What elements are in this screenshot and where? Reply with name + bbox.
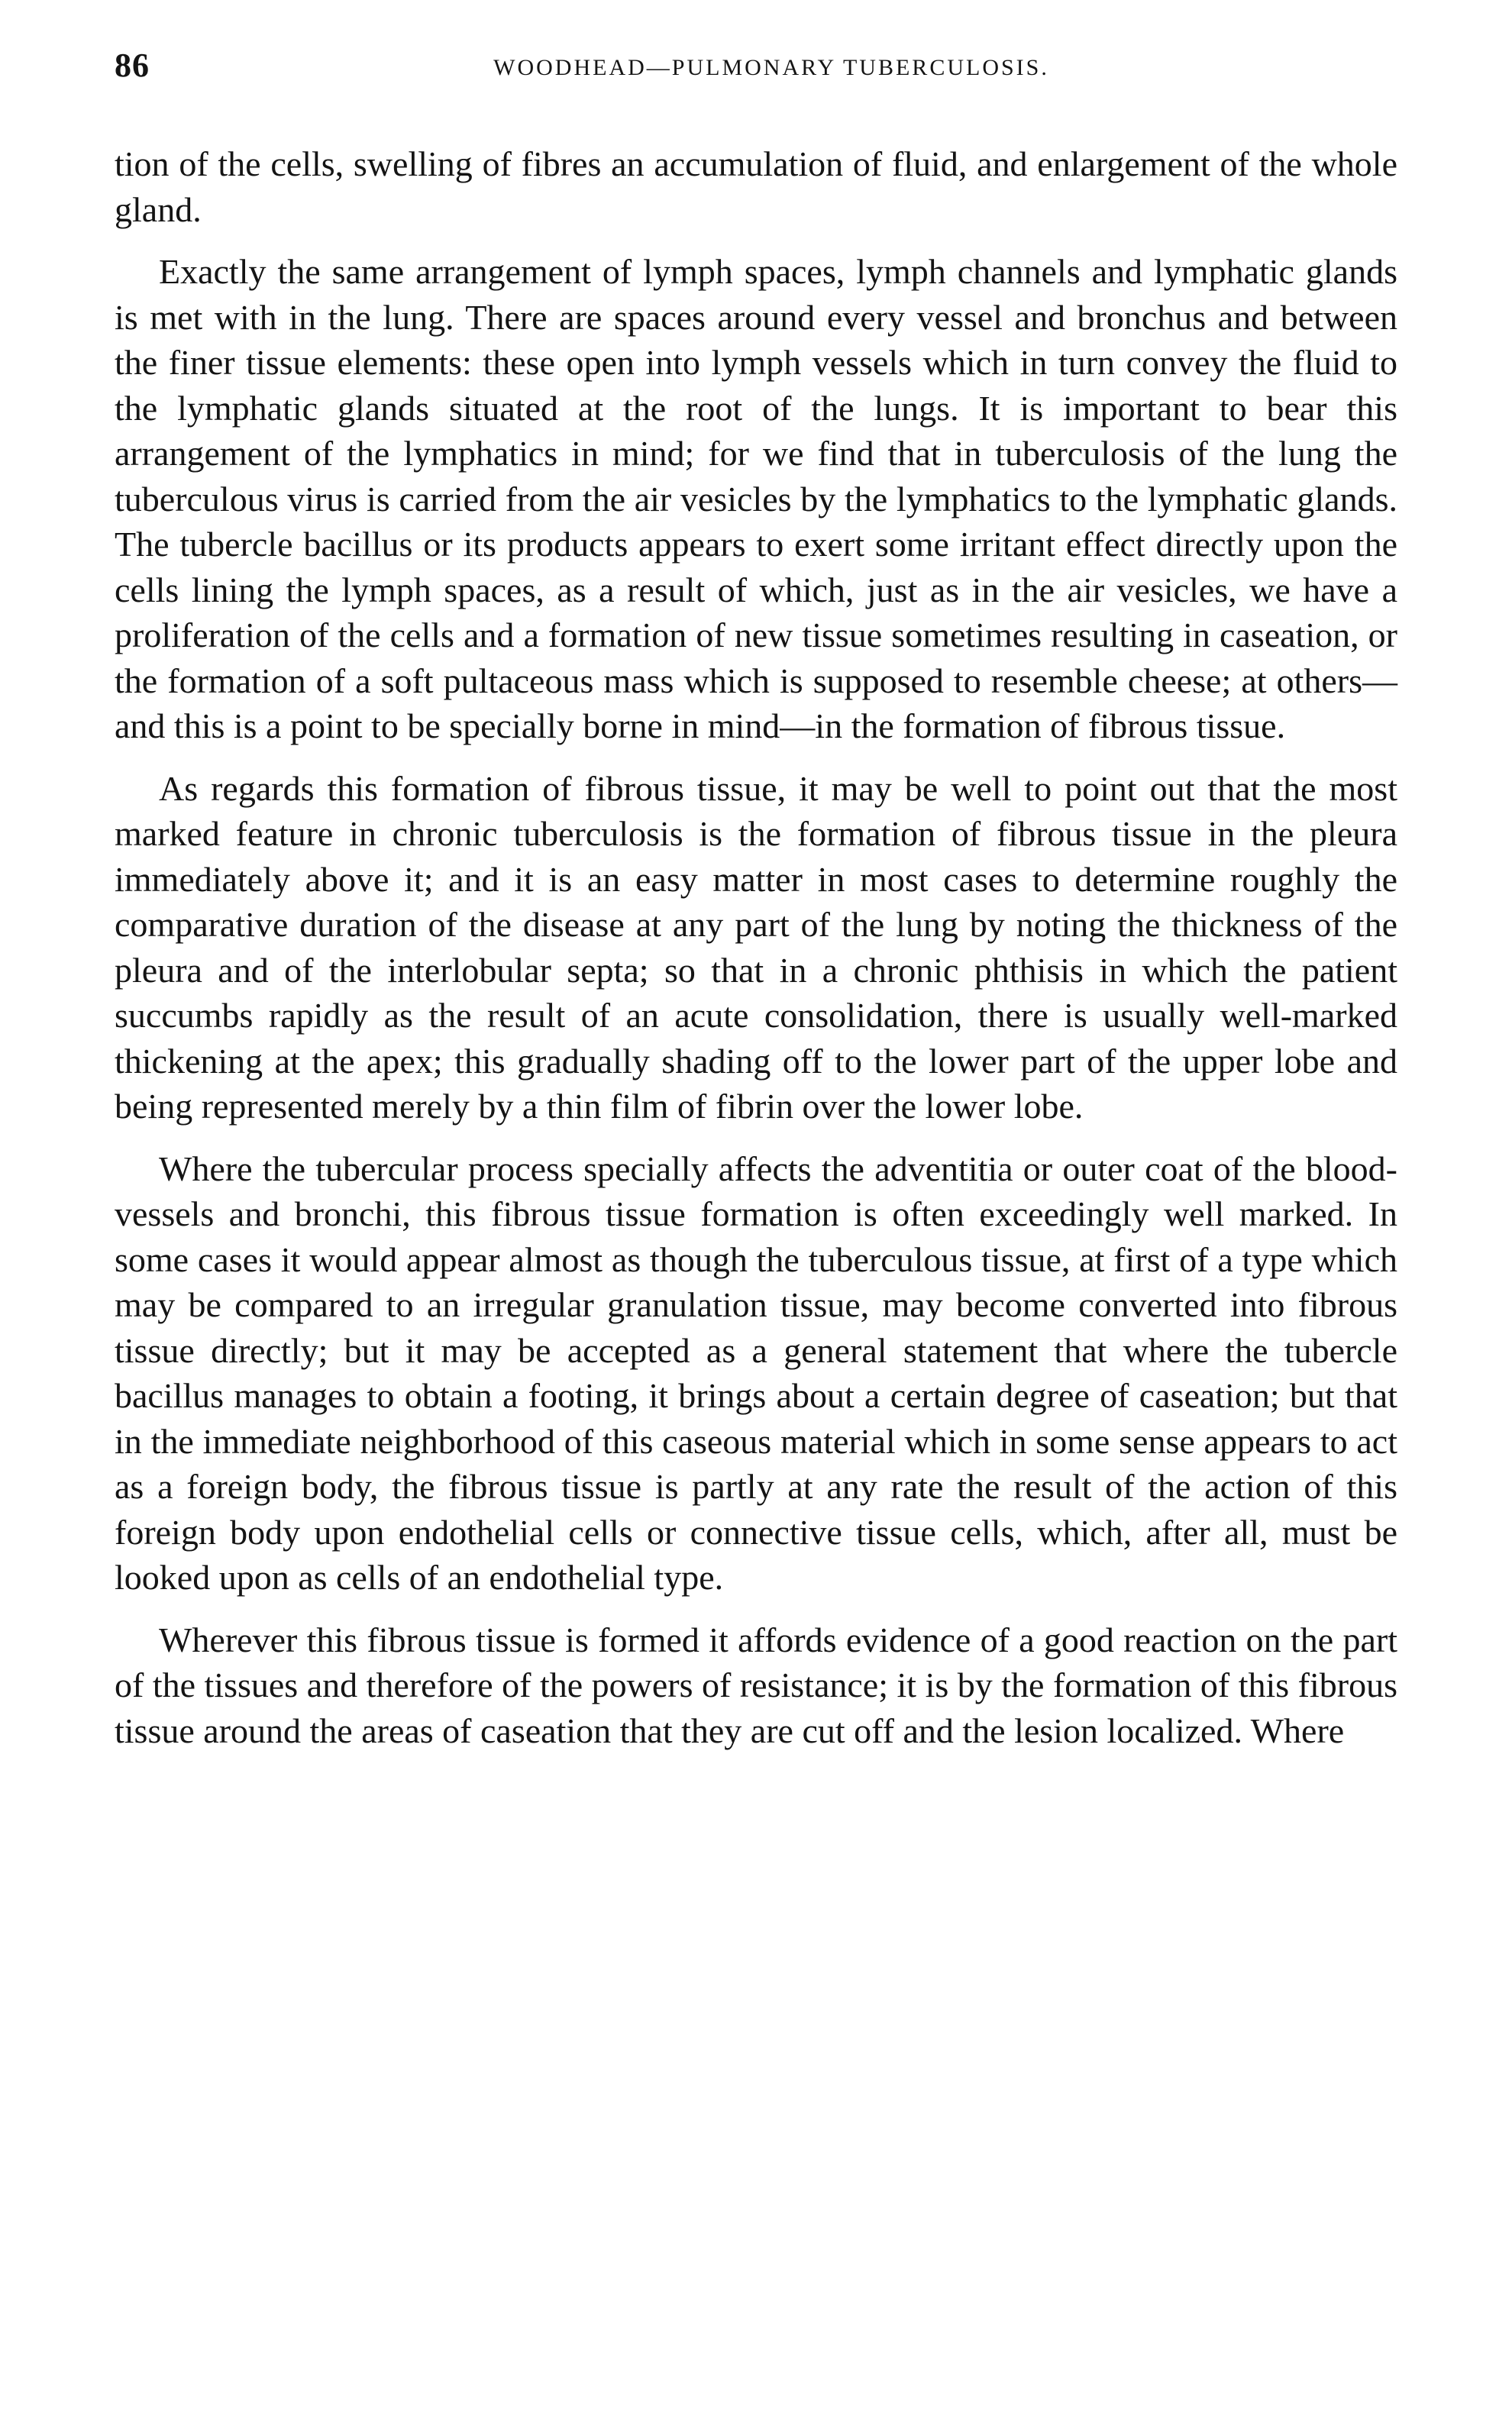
paragraph-continuation: tion of the cells, swelling of fibres an accumulation of fluid, and enlargement of the whole gland.	[115, 144, 1397, 229]
paragraph-adventitia: Where the tubercular process specially affects the adventitia or outer coat of the blood-vessels and bronchi, this fibrous tissue formation is often exceedingly well marked. In some cases it would appear almost as though the tuberculous tissue, at first of a type which may be compared to an irregular granulation tissue, may become converted into fibrous tissue directly; but it may be accepted as a general statement that where the tubercle bacillus manages to obtain a footing, it brings about a certain degree of caseation; but that in the immediate neighborhood of this caseous material which in some sense appears to act as a foreign body, the fibrous tissue is partly at any rate the result of the action of this foreign body upon endothelial cells or connective tissue cells, which, after all, must be looked upon as cells of an endothelial type.	[115, 1148, 1397, 1597]
page-header	[115, 46, 1397, 115]
paragraph-resistance: Wherever this fibrous tissue is formed it affords evidence of a good reaction on the part of the tissues and therefore of the powers of resistance; it is by the formation of this fibrous tissue around the areas of caseation that they are cut off and the lesion localized. Where	[115, 1620, 1397, 1750]
document-page	[115, 46, 1397, 2383]
body-text	[115, 141, 1397, 1753]
paragraph-lymph-spaces: Exactly the same arrangement of lymph spaces, lymph channels and lymphatic glands is met with in the lung. There are spaces around every vessel and bronchus and between the finer tissue elements: these open into lymph vessels which in turn convey the fluid to the lymphatic glands situated at the root of the lungs. It is important to bear this arrangement of the lymphatics in mind; for we find that in tuberculosis of the lung the tuberculous virus is carried from the air vesicles by the lymphatics to the lymphatic glands. The tubercle bacillus or its products appears to exert some irritant effect directly upon the cells lining the lymph spaces, as a result of which, just as in the air vesicles, we have a proliferation of the cells and a formation of new tissue sometimes resulting in caseation, or the formation of a soft pultaceous mass which is supposed to resemble cheese; at others—and this is a point to be specially borne in mind—in the formation of fibrous tissue.	[115, 252, 1397, 745]
page-number: 86	[115, 47, 150, 84]
running-title: WOODHEAD—PULMONARY TUBERCULOSIS.	[493, 55, 1049, 80]
paragraph-fibrous-tissue-formation: As regards this formation of fibrous tissue, it may be well to point out that the most marked feature in chronic tuberculosis is the formation of fibrous tissue in the pleura immediately above it; and it is an easy matter in most cases to determine roughly the comparative duration of the disease at any part of the lung by noting the thickness of the pleura and of the interlobular septa; so that in a chronic phthisis in which the patient succumbs rapidly as the result of an acute consolidation, there is usually well-marked thickening at the apex; this gradually shading off to the lower part of the upper lobe and being represented merely by a thin film of fibrin over the lower lobe.	[115, 768, 1397, 1126]
